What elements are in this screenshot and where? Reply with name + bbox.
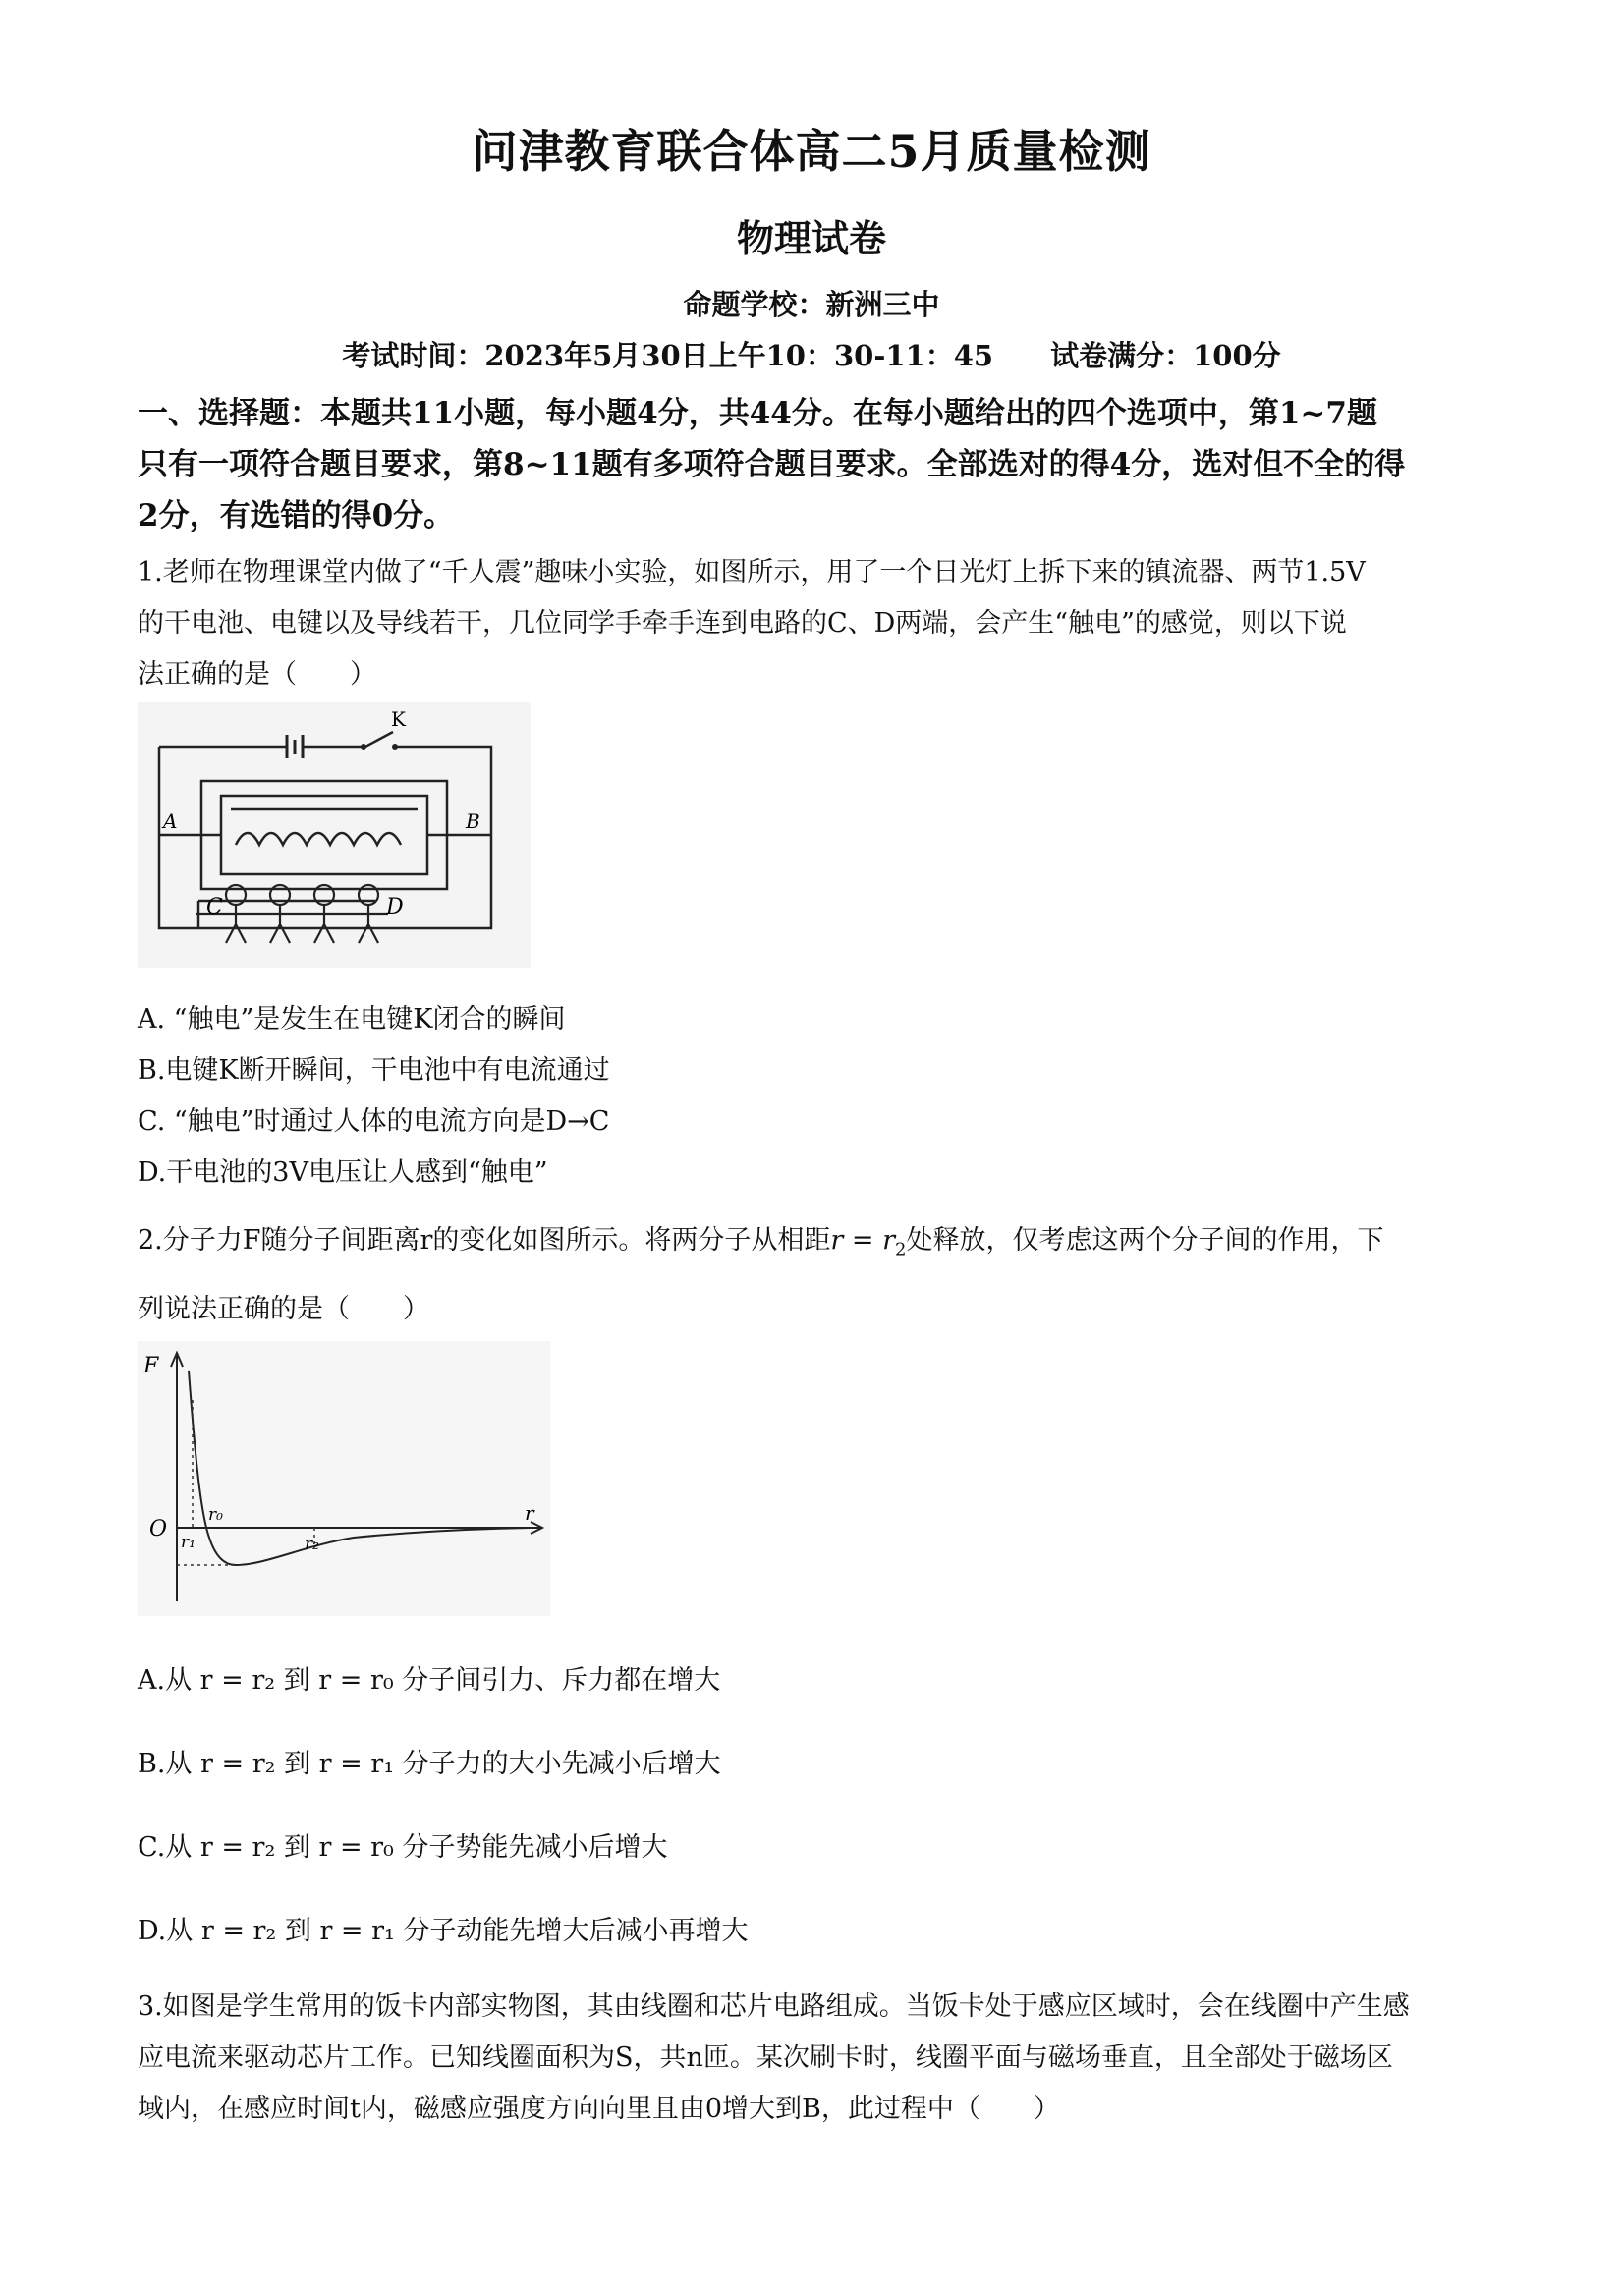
subject-title: 物理试卷 bbox=[736, 216, 886, 260]
q2-stem-part-1: 2.分子力F随分子间距离r的变化如图所示。将两分子从相距 bbox=[138, 1225, 831, 1256]
q2-stem-part-2: 处释放，仅考虑这两个分子间的作用，下 bbox=[906, 1225, 1384, 1256]
label-r2: r₂ bbox=[305, 1535, 319, 1554]
q3-stem-line-2: 应电流来驱动芯片工作。已知线圈面积为S，共n匝。某次刷卡时，线圈平面与磁场垂直，且全部处于磁场区 bbox=[138, 2043, 1393, 2073]
q1-circuit-figure bbox=[138, 702, 531, 968]
school-line: 命题学校：新洲三中 bbox=[683, 288, 940, 321]
q2-force-curve-figure bbox=[138, 1341, 550, 1616]
q1-stem-line-1: 1.老师在物理课堂内做了“千人震”趣味小实验，如图所示，用了一个日光灯上拆下来的镇流器、两节1.5V bbox=[138, 557, 1366, 588]
q1-option-d: D.干电池的3V电压让人感到“触电” bbox=[138, 1157, 548, 1188]
q3-stem-line-1: 3.如图是学生常用的饭卡内部实物图，其由线圈和芯片电路组成。当饭卡处于感应区域时，会在线圈中产生感 bbox=[138, 1991, 1410, 2022]
label-c: C bbox=[206, 895, 223, 920]
label-r1: r₁ bbox=[181, 1533, 196, 1552]
q1-stem-line-3: 法正确的是（ ） bbox=[138, 659, 376, 690]
label-k: K bbox=[391, 707, 406, 731]
q2-stem-line-1 bbox=[138, 1218, 1383, 1260]
q1-option-a: A. “触电”是发生在电键K闭合的瞬间 bbox=[138, 1004, 566, 1035]
q2-option-b: B.从 r = r₂ 到 r = r₁ 分子力的大小先减小后增大 bbox=[138, 1749, 721, 1779]
q2-option-d: D.从 r = r₂ 到 r = r₁ 分子动能先增大后减小再增大 bbox=[138, 1916, 749, 1946]
label-a: A bbox=[163, 810, 178, 833]
label-d: D bbox=[386, 895, 404, 920]
q2-option-c: C.从 r = r₂ 到 r = r₀ 分子势能先减小后增大 bbox=[138, 1832, 668, 1863]
exam-title: 问津教育联合体高二5月质量检测 bbox=[472, 125, 1151, 178]
q3-stem-line-3: 域内，在感应时间t内，磁感应强度方向向里且由0增大到B，此过程中（ ） bbox=[138, 2094, 1060, 2124]
exam-info-line: 考试时间：2023年5月30日上午10：30-11：45 试卷满分：100分 bbox=[342, 339, 1281, 372]
q1-stem-line-2: 的干电池、电键以及导线若干，几位同学手牵手连到电路的C、D两端，会产生“触电”的感觉，则以下说 bbox=[138, 608, 1347, 639]
q2-option-a: A.从 r = r₂ 到 r = r₀ 分子间引力、斥力都在增大 bbox=[138, 1665, 721, 1696]
label-o: O bbox=[149, 1517, 168, 1541]
section-instruction-line-2: 只有一项符合题目要求，第8~11题有多项符合题目要求。全部选对的得4分，选对但不全的得 bbox=[138, 447, 1406, 482]
label-r0: r₀ bbox=[208, 1505, 223, 1525]
label-f: F bbox=[143, 1354, 159, 1378]
q2-stem-sub: 2 bbox=[895, 1239, 907, 1260]
q1-option-b: B.电键K断开瞬间，干电池中有电流通过 bbox=[138, 1055, 610, 1086]
section-instruction-line-3: 2分，有选错的得0分。 bbox=[138, 498, 455, 533]
q2-stem-line-2: 列说法正确的是（ ） bbox=[138, 1294, 429, 1324]
label-r: r bbox=[525, 1501, 534, 1525]
label-b: B bbox=[466, 810, 480, 833]
section-instruction-line-1: 一、选择题：本题共11小题，每小题4分，共44分。在每小题给出的四个选项中，第1~7题 bbox=[138, 396, 1377, 431]
q1-option-c: C. “触电”时通过人体的电流方向是D→C bbox=[138, 1106, 610, 1137]
q2-stem-equation: r = r bbox=[830, 1225, 896, 1256]
